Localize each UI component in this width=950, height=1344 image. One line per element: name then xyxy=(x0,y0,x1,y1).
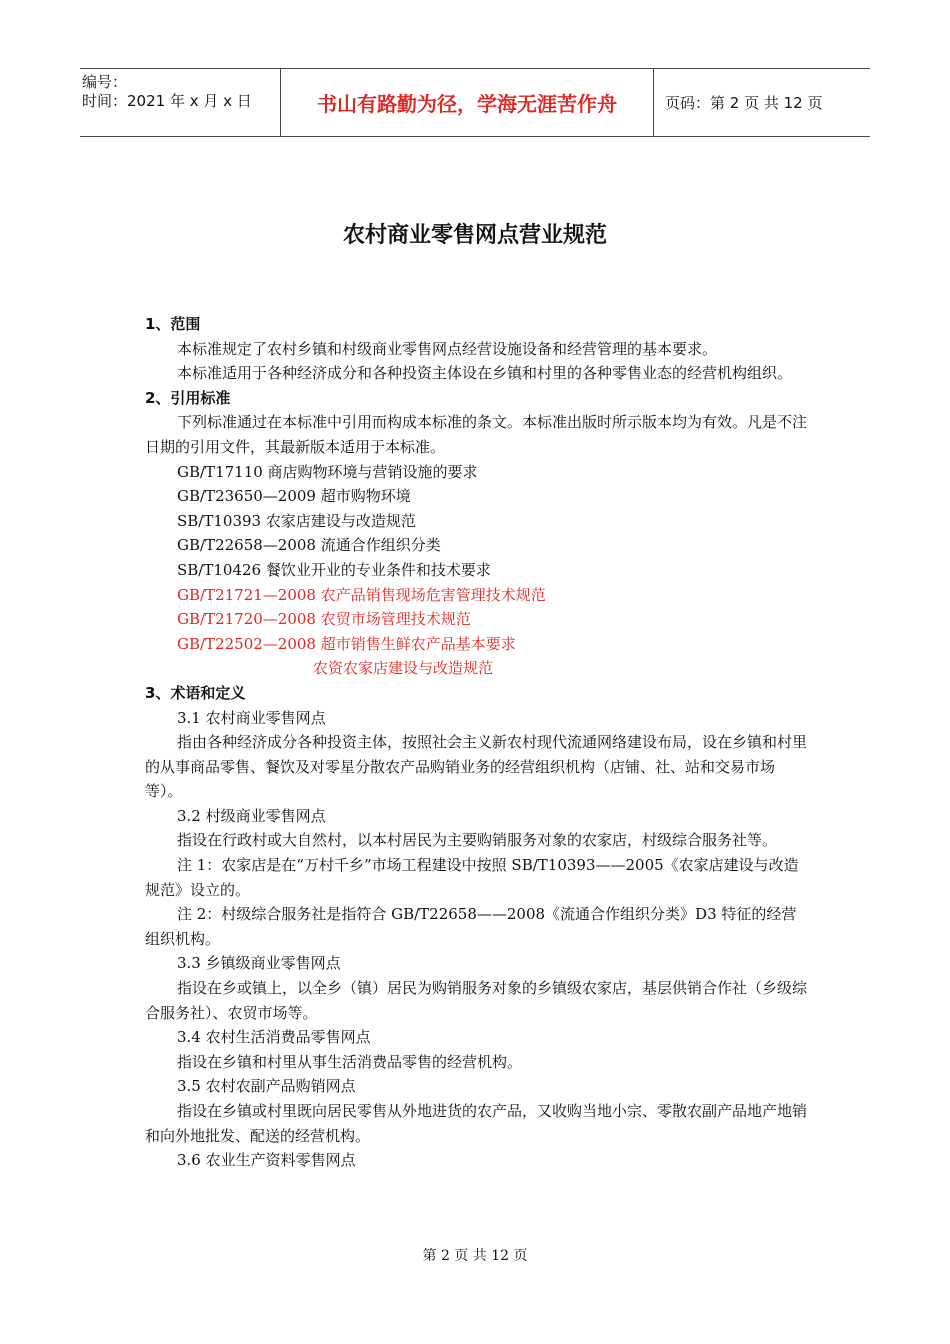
header-motto: 书山有路勤为径，学海无涯苦作舟 xyxy=(280,69,654,136)
document-title: 农村商业零售网点营业规范 xyxy=(342,223,607,248)
paragraph: 3.2 村级商业零售网点 xyxy=(177,806,326,825)
paragraph: GB/T21720—2008 农贸市场管理技术规范 xyxy=(177,610,471,629)
paragraph: 指设在乡或镇上，以全乡（镇）居民为购销服务对象的乡镇级农家店，基层供销合作社（乡级综合服务社）、农贸市场等。 xyxy=(145,979,808,1022)
page-header xyxy=(80,68,870,137)
page-footer: 第 2 页 共 12 页 xyxy=(422,1248,528,1264)
document-body xyxy=(145,312,810,1173)
paragraph: 指设在乡镇和村里从事生活消费品零售的经营机构。 xyxy=(177,1052,523,1071)
paragraph: GB/T21721—2008 农产品销售现场危害管理技术规范 xyxy=(177,585,546,604)
paragraph: 本标准规定了农村乡镇和村级商业零售网点经营设施设备和经营管理的基本要求。 xyxy=(177,339,718,358)
header-time: 时间：2021 年 x 月 x 日 xyxy=(82,92,252,110)
paragraph: 注 2：村级综合服务社是指符合 GB/T22658——2008《流通合作组织分类》D3 特征的经营组织机构。 xyxy=(145,905,797,948)
paragraph: GB/T22502—2008 超市销售生鲜农产品基本要求 xyxy=(177,634,516,653)
paragraph: SB/T10426 餐饮业开业的专业条件和技术要求 xyxy=(177,560,491,579)
section-heading: 1、范围 xyxy=(145,315,201,333)
paragraph: 注 1：农家店是在“万村千乡”市场工程建设中按照 SB/T10393——2005《农家店建设与改造规范》设立的。 xyxy=(145,856,799,899)
paragraph: 3.4 农村生活消费品零售网点 xyxy=(177,1028,371,1047)
paragraph: 指由各种经济成分各种投资主体，按照社会主义新农村现代流通网络建设布局，设在乡镇和村里的从事商品零售、餐饮及对零星分散农产品购销业务的经营组织机构（店铺、社、站和交易市场等）。 xyxy=(145,733,808,801)
paragraph: GB/T23650—2009 超市购物环境 xyxy=(177,487,411,506)
paragraph: 3.5 农村农副产品购销网点 xyxy=(177,1077,356,1096)
paragraph: 3.6 农业生产资料零售网点 xyxy=(177,1151,356,1170)
paragraph: 本标准适用于各种经济成分和各种投资主体设在乡镇和村里的各种零售业态的经营机构组织。 xyxy=(177,364,793,383)
paragraph: GB/T22658—2008 流通合作组织分类 xyxy=(177,536,441,555)
section-heading: 2、引用标准 xyxy=(145,388,231,407)
paragraph: 指设在行政村或大自然村，以本村居民为主要购销服务对象的农家店，村级综合服务社等。 xyxy=(177,831,778,850)
paragraph: GB/T17110 商店购物环境与营销设施的要求 xyxy=(177,462,478,481)
header-meta xyxy=(80,69,280,136)
paragraph: 下列标准通过在本标准中引用而构成本标准的条文。本标准出版时所示版本均为有效。凡是不注日期的引用文件，其最新版本适用于本标准。 xyxy=(145,413,808,456)
paragraph: SB/T10393 农家店建设与改造规范 xyxy=(177,511,416,530)
header-page-info: 页码：第 2 页 共 12 页 xyxy=(665,94,823,112)
header-number-label: 编号： xyxy=(82,73,128,91)
paragraph: 3.3 乡镇级商业零售网点 xyxy=(177,954,341,973)
paragraph: 农资农家店建设与改造规范 xyxy=(313,659,494,678)
paragraph: 指设在乡镇或村里既向居民零售从外地进货的农产品，又收购当地小宗、零散农副产品地产地销和向外地批发、配送的经营机构。 xyxy=(145,1102,808,1145)
paragraph: 3.1 农村商业零售网点 xyxy=(177,708,326,727)
section-heading: 3、术语和定义 xyxy=(145,683,246,702)
